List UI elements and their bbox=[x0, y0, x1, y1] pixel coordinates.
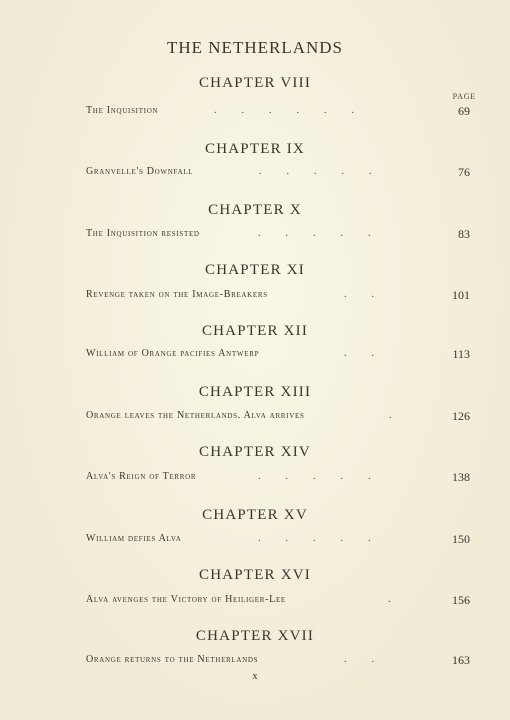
toc-entry bbox=[86, 410, 470, 424]
toc-entry bbox=[86, 105, 470, 119]
dot-leader: . . bbox=[344, 348, 374, 359]
chapter-heading: CHAPTER XIII bbox=[198, 384, 312, 400]
dot-leader: . . . . . bbox=[258, 228, 371, 239]
dot-leader: . . . . . bbox=[258, 533, 371, 544]
toc-entry bbox=[86, 533, 470, 547]
entry-title: Alva avenges the Victory of Heiliger-Lee bbox=[86, 594, 286, 605]
toc-entry bbox=[86, 228, 470, 242]
dot-leader: . bbox=[389, 410, 392, 421]
page-number: 113 bbox=[452, 347, 470, 361]
dot-leader: . . . . . bbox=[258, 471, 371, 482]
dot-leader: . . . . . . bbox=[214, 105, 354, 116]
entry-title: Orange leaves the Netherlands. Alva arrives bbox=[86, 410, 305, 421]
toc-entry bbox=[86, 289, 470, 303]
page-number: 83 bbox=[458, 227, 470, 241]
page-number: 150 bbox=[452, 532, 470, 546]
page-number: 156 bbox=[452, 593, 470, 607]
page-number: 126 bbox=[452, 409, 470, 423]
chapter-heading: CHAPTER VIII bbox=[198, 75, 312, 91]
entry-title: William defies Alva bbox=[86, 533, 182, 544]
page-number: 76 bbox=[458, 165, 470, 179]
chapter-heading: CHAPTER IX bbox=[205, 141, 305, 157]
page-number: 138 bbox=[452, 470, 470, 484]
page-folio: x bbox=[252, 671, 258, 682]
dot-leader: . . bbox=[344, 289, 374, 300]
entry-title: William of Orange pacifies Antwerp bbox=[86, 348, 260, 359]
page-number: 69 bbox=[458, 104, 470, 118]
page-number: 163 bbox=[452, 653, 470, 667]
dot-leader: . . . . . bbox=[259, 166, 372, 177]
chapter-heading: CHAPTER XIV bbox=[199, 444, 311, 460]
toc-entry bbox=[86, 654, 470, 668]
page-number: 101 bbox=[452, 288, 470, 302]
toc-entry bbox=[86, 471, 470, 485]
chapter-heading: CHAPTER XV bbox=[202, 507, 308, 523]
dot-leader: . . bbox=[344, 654, 374, 665]
page-column-label: PAGE bbox=[452, 92, 476, 101]
chapter-heading: CHAPTER XII bbox=[201, 323, 309, 339]
entry-title: The Inquisition bbox=[86, 105, 159, 116]
entry-title: Orange returns to the Netherlands bbox=[86, 654, 259, 665]
chapter-heading: CHAPTER XVI bbox=[199, 567, 311, 583]
entry-title: Granvelle's Downfall bbox=[86, 166, 194, 177]
chapter-heading: CHAPTER X bbox=[208, 202, 302, 218]
entry-title: The Inquisition resisted bbox=[86, 228, 200, 239]
toc-entry bbox=[86, 348, 470, 362]
toc-entry bbox=[86, 166, 470, 180]
toc-entry bbox=[86, 594, 470, 608]
entry-title: Alva's Reign of Terror bbox=[86, 471, 197, 482]
book-title: THE NETHERLANDS bbox=[166, 38, 343, 57]
chapter-heading: CHAPTER XI bbox=[205, 262, 305, 278]
chapter-heading: CHAPTER XVII bbox=[195, 628, 315, 644]
entry-title: Revenge taken on the Image-Breakers bbox=[86, 289, 268, 300]
dot-leader: . bbox=[388, 594, 391, 605]
